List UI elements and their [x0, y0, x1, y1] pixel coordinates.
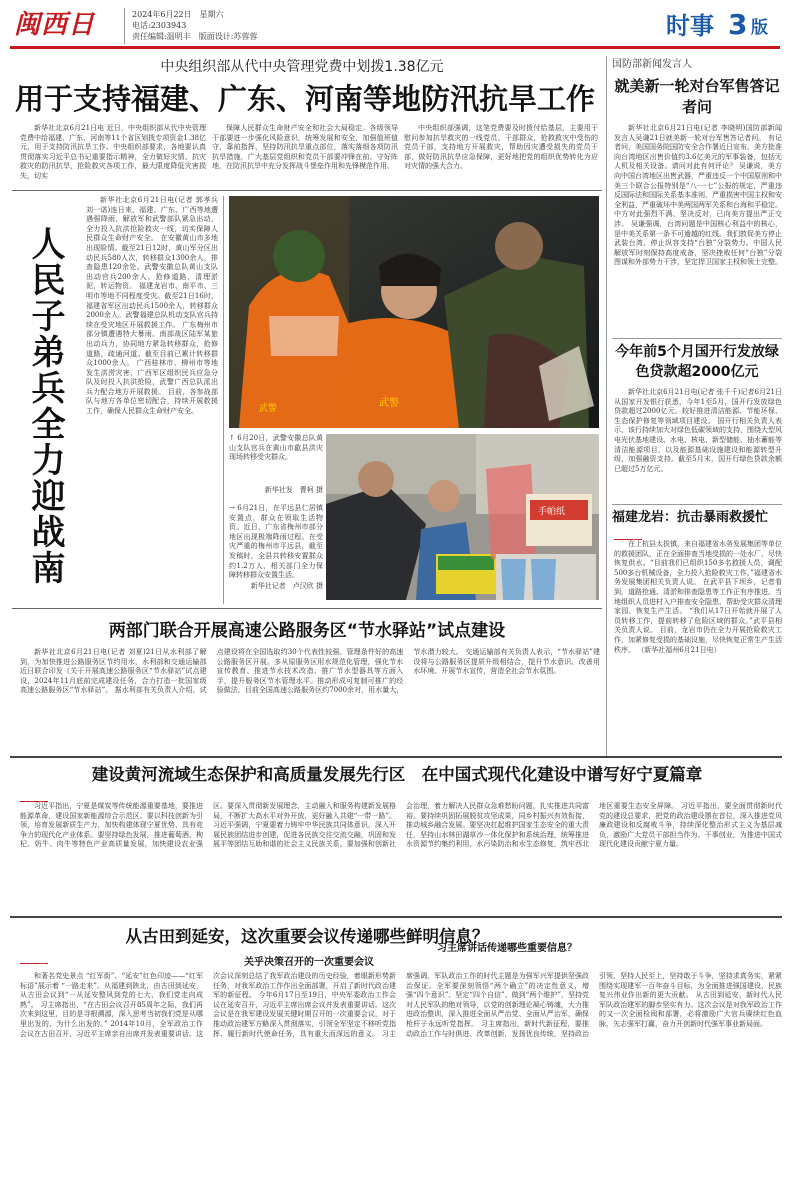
- photo1-credit: 新华社发 曹柯 摄: [264, 486, 323, 494]
- photo2-caption: → 6月21日，在平远县仁居镇安置点，群众在领取生活物资。近日，广东省梅州市部分地区出现极端降雨过程。在受灾严重的梅州市平远县，截至发稿时，全县共转移安置群众约1.2万人，相关部门全力保障转移群众安置生活。: [229, 504, 323, 580]
- masthead-date: 2024年6月22日 星期六: [132, 10, 224, 19]
- page-suffix: 版: [751, 18, 768, 38]
- photo2-credit: 新华社记者 卢汉欣 摄: [250, 582, 323, 590]
- lead-bottom-rule: [12, 190, 602, 191]
- photo-block-bottom-rule: [12, 608, 602, 609]
- vertical-headline: 人民子弟兵全力迎战南: [25, 226, 65, 586]
- gutian-title: 从古田到延安，这次重要会议传递哪些鲜明信息？: [125, 927, 489, 946]
- masthead: [0, 0, 790, 62]
- masthead-phone: 电话:2303943: [132, 21, 187, 30]
- loans-title: 今年前5个月国开行发放绿色贷款超2000亿元: [615, 344, 779, 380]
- lead-col-2: 保障人民群众生命财产安全和社会大局稳定。各级领导干部要进一步强化风险意识，统筹发展和安全，加强值班值守，靠前指挥，坚持防汛抗旱重点部位，落实落细各项防汛抗旱措施，广大基层党组织和党员干部要冲锋在前、守好阵地，在防汛抗旱中充分发挥战斗堡垒作用和先锋模范作用。: [212, 124, 398, 171]
- side-story-text: 新华社北京6月21日电(记者 郭孝兵 刘一诺)连日来，福建、广东、广西等地遭遇强降雨，解放军和武警部队紧急出动，全力投入抗洪抢险救灾一线，切实保障人民群众生命财产安全。 在安徽黄山市多地出现险情。截至21日12时，黄山军分区出动民兵580人次，转移群众1300余人，排查隐患120余处。武警安徽总队黄山支队出动官兵200余人，抢修道路、清理淤泥，转运物资。 福建龙岩市、南平市、三明市等地不同程度受灾。截至21日16时，福建省军区出动民兵1500余人，转移群众2000余人。武警福建总队机动支队官兵持续在受灾地区开展救援工作。 广东梅州市部分镇遭遇特大暴雨。南部战区陆军某旅出动兵力，协同地方紧急转移群众，抢修道路，疏通河道。截至目前已累计转移群众1000余人。 广西桂林市、柳州市等地发生洪涝灾害，广西军区组织民兵应急分队及时投入抗洪抢险，武警广西总队派出兵力配合地方开展救援。 目前，各参战部队与地方各单位密切配合，持续开展救援工作，确保人民群众生命财产安全。: [86, 196, 218, 416]
- gutian-tag: [20, 954, 60, 964]
- gutian-text: 和著名党史景点 “红军街”、“延安”红色印迹——“红军标语”展示着 “一路走来”。从福建到陕北，由古田到延安，从古田会议到“一从延安整风到党的七大，我们党走向成熟”。 习主席指出，“在古田会议召开85周年之际，我们再次来到这里，目的是寻根溯源，深入思考当初我们党是从哪里出发的、为什么出发的。” 2014年10月，全军政治工作会议在古田召开，习近平主席亲自出席并发表重要讲话。这次会议深刻总结了我军政治建设的历史经验，着眼新形势新任务，对我军政治工作作出全面部署，开启了新时代政治建军的新征程。 今年6月17日至19日，中央军委政治工作会议在延安召开，习近平主席出席会议并发表重要讲话。这次会议是在我军建设发展关键时期召开的一次重要会议，对于推动政治建军方略深入贯彻落实，引领全军坚定不移听党指挥、履行新时代使命任务，具有重大而深远的意义。 习主席强调，军队政治工作的时代主题是为强军兴军提供坚强政治保证。全军要深刻领悟“两个确立”的决定性意义，增强“四个意识”、坚定“四个自信”、做到“两个维护”，坚持党对人民军队的绝对领导，以党的创新理论凝心铸魂，大力推进政治整训，深入推进全面从严治党、全面从严治军，确保枪杆子永远听党指挥。 习主席指出，新时代新征程，要推动政治工作与时俱进、改革创新，发扬优良传统，坚持政治引领，坚持人民至上，坚持敢于斗争，坚持求真务实，紧紧围绕实现建军一百年奋斗目标，为全面推进强国建设、民族复兴伟业作出新的更大贡献。 从古田到延安，新时代人民军队政治建军的脚步坚实有力。这次会议是对我军政治工作的又一次全面检阅和部署，必将激励广大官兵赓续红色血脉，矢志强军打赢，奋力开创新时代强军事业新局面。: [20, 972, 782, 1038]
- loans-text: 新华社北京6月21日电(记者 张千千)记者6月21日从国家开发银行获悉，今年1至5月，国开行发放绿色贷款超过2000亿元，较好推进清洁能源、节能环保、生态保护修复等领域项目建设。 国开行相关负责人表示，该行持续加大对绿色低碳领域的支持，围绕大型风电光伏基地建设、水电、核电、新型储能、抽水蓄能等清洁能源项目，以及能源基础设施建设和能源转型升级，加强融资支持。截至5月末，国开行绿色贷款余额已超过5万亿元。: [614, 388, 782, 473]
- defense-bottom-rule: [612, 338, 782, 339]
- gutian-subhead-b: 习主席讲话传递哪些重要信息？: [437, 943, 577, 954]
- page-number: 3: [728, 10, 748, 40]
- gutian-subhead-a: 关乎决策召开的一次重要会议: [244, 957, 374, 968]
- lead-col-3: 中央组织部强调，这笔党费要及时拨付给基层，主要用于慰问参加抗旱救灾的一线党员、干部群众，抢救救灾中受伤的党员干部，支持地方开展救灾，帮助因灾遭受损失的党员干部，做好防汛抗旱应急保障，更好地把党的组织优势转化为应对灾情的强大合力。: [404, 124, 598, 171]
- section-name: 时事: [666, 12, 714, 40]
- yellow-river-title: 建设黄河流域生态保护和高质量发展先行区 在中国式现代化建设中谱写好宁夏篇章: [91, 765, 703, 784]
- gutian-top-rule: [10, 916, 782, 918]
- masthead-editor: 责任编辑:温明丰 版面设计:苏蓉蓉: [132, 32, 258, 41]
- highway-title: 两部门联合开展高速公路服务区“节水驿站”试点建设: [108, 621, 506, 641]
- yellow-river-text: 习近平指出，宁夏是煤炭等传统能源重要基地，要推进能源革命，建设国家新能源综合示范区。要以科技创新为引领，培育发展新质生产力，加快构建体现宁夏优势、具有竞争力的现代化产业体系。要坚持绿色发展，推进葡萄酒、枸杞、奶牛、肉牛等特色产业高质量发展，加快建设农业强区。要深入贯彻新发展理念，主动融入和服务构建新发展格局，不断扩大高水平对外开放，更好融入共建“一带一路”。 习近平强调，宁夏要着力铸牢中华民族共同体意识，深入开展民族团结进步创建，促进各民族交往交流交融，巩固和发展平等团结互助和谐的社会主义民族关系。要加强和创新社会治理，着力解决人民群众急难愁盼问题，扎实推进共同富裕。要持续巩固拓展脱贫攻坚成果，同乡村振兴有效衔接，推动城乡融合发展。要坚决扛起维护国家生态安全的重大责任，坚持山水林田湖草沙一体化保护和系统治理，统筹推进水资源节约集约利用、水污染防治和水生态修复，筑牢西北地区重要生态安全屏障。 习近平指出，要全面贯彻新时代党的建设总要求，把党的政治建设摆在首位，深入推进党风廉政建设和反腐败斗争，持续深化整治形式主义为基层减负，激励广大党员干部担当作为、干事创业，为推进中国式现代化建设贡献宁夏力量。: [20, 802, 782, 849]
- lead-col-1: 新华社北京6月21日电 近日，中央组织部从代中央管理党费中给福建、广东、河南等11个省区划拨专项资金1.38亿元，用于支持防汛抗旱工作。中央组织部要求，各地要认真贯彻落实习近平总书记重要指示精神，全力做好灾情、抗灾救灾的防汛抗旱，抢险救灾各项工作，最大限度降低灾害损失，切实: [20, 124, 206, 180]
- masthead-rule: [10, 46, 780, 49]
- defense-title: 就美新一轮对台军售答记者问: [614, 77, 780, 116]
- photo-relief-supplies: [326, 434, 599, 600]
- photo2-package-text: 手帕纸: [538, 507, 566, 517]
- yellow-river-tag: [20, 792, 60, 802]
- defense-text: 新华社北京6月21日电(记者 李晓明)国防部新闻发言人吴谦21日就美新一轮对台军售答记者问。 有记者问，美国国务院国防安全合作署近日宣布，美方批准向台湾地区出售价值约3.6亿美元的军事装备，包括无人机及相关设备。请问对此有何评论？ 吴谦说，美方向中国台湾地区出售武器，严重违反一个中国原则和中美三个联合公报特别是“八·一七”公报的规定，严重违反国际法和国际关系基本准则，严重损害中国主权和安全利益，严重破坏中美两国两军关系和台海和平稳定。中方对此强烈不满、坚决反对，已向美方提出严正交涉。 吴谦强调，台湾问题是中国核心利益中的核心，是中美关系第一条不可逾越的红线。我们敦促美方停止武装台湾，停止纵容支持“台独”分裂势力。中国人民解放军时刻保持高度戒备，坚决挫败任何“台独”分裂图谋和外部势力干涉，坚定捍卫国家主权和领土完整。: [614, 124, 782, 267]
- yellow-river-top-rule: [10, 756, 782, 758]
- loans-bottom-rule: [612, 504, 782, 505]
- lead-kicker: 中央组织部从代中央管理党费中划拨1.38亿元: [160, 59, 444, 75]
- svg-text:武警: 武警: [379, 398, 399, 409]
- photo-relief-supplies-graphic: [326, 434, 599, 600]
- right-column-rule: [606, 56, 607, 756]
- newspaper-logo: 闽西日: [14, 10, 96, 40]
- photo-flood-rescue-graphic: [229, 196, 599, 428]
- photo-flood-rescue: [229, 196, 599, 428]
- photo1-caption: ↑ 6月20日，武警安徽总队黄山支队官兵在黄山市歙县洪灾现场转移受灾群众。: [229, 434, 323, 462]
- fujian-tag: [614, 530, 654, 540]
- masthead-divider: [124, 8, 125, 44]
- lead-title: 用于支持福建、广东、河南等地防汛抗旱工作: [14, 82, 595, 116]
- defense-kicker: 国防部新闻发言人: [612, 59, 692, 70]
- svg-text:武警: 武警: [259, 404, 278, 414]
- side-story-rule: [223, 196, 224, 604]
- fujian-title: 福建龙岩：抗击暴雨救援忙: [612, 510, 769, 525]
- highway-text: 新华社北京6月21日电(记者 刘夏)21日从水利部了解到，为加快推进公路服务区节约用水，水利部和交通运输部近日联合印发《关于开展高速公路服务区“节水驿站”试点建设，2024年11月底前完成建设任务，合力打造一批国家级高速公路服务区“节水驿站”。 据水利部有关负责人介绍，试点建设将在全国选取约30个代表性较强、管理条件好的高速公路服务区开展。多从原服务区用水规范化管理，强化节水宣传教育、推进节水技术改造、推广节水型器具等方面入手，提升服务区节水管理水平。推动形成可复制可推广的经验做法，目前全国高速公路服务区约7000余对，用水量大，节水潜力较大。 交通运输部有关负责人表示，“节水驿站”建设将与公路服务区提质升级相结合，提升节水意识、改善用水环境、开展节水宣传，营造全社会节水氛围。: [20, 648, 600, 695]
- fujian-text: 在上杭县太拔镇，来自福建省水务发展集团等单位的救援团队，正在全面排查当地受损的一处水厂，尽快恢复供水。“目前我们已组织150多名救援人员，调配500多台机械设备，全力投入抢险救灾工作。”福建省水务发展集团相关负责人说。 在武平县下坝乡，记者看到，道路抢通、清淤和排查隐患等工作正有序推进。当地组织人员进村入户排查安全隐患，帮助受灾群众清理家园、恢复生产生活。 “我们从17日开始就开展了人员转移工作，提前转移了危险区域的群众。”武平县相关负责人说。 目前，龙岩市仍在全力开展抢险救灾工作，加紧修复受损的基础设施，尽快恢复正常生产生活秩序。 （新华社福州6月21日电）: [614, 540, 782, 654]
